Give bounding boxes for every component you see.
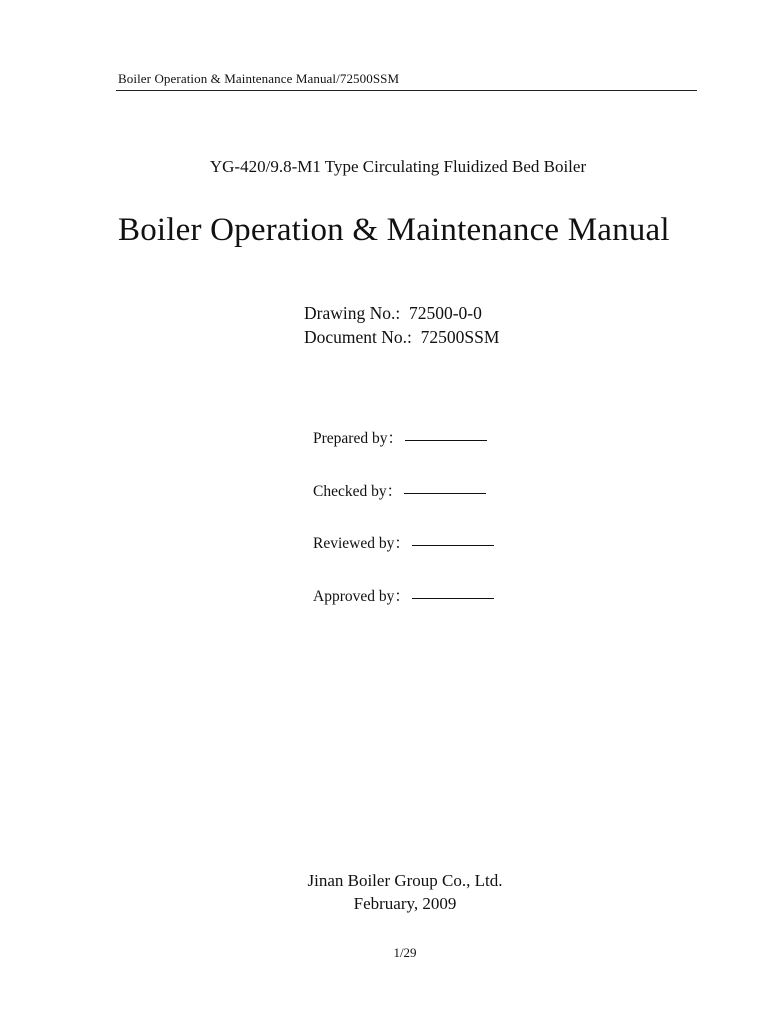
approved-by-signature-line: [412, 584, 494, 599]
checked-by-signature-line: [404, 479, 486, 494]
company-name: Jinan Boiler Group Co., Ltd.: [307, 871, 503, 890]
reviewed-by-signature-line: [412, 531, 494, 546]
header-rule: [116, 90, 697, 91]
signature-block: [313, 426, 494, 636]
publisher-block: [0, 870, 768, 915]
approved-by-label: Approved by：: [313, 587, 410, 605]
checked-by-row: [313, 479, 494, 532]
drawing-number: Drawing No.: 72500-0-0: [304, 303, 482, 323]
prepared-by-signature-line: [405, 426, 487, 441]
publication-date: February, 2009: [353, 893, 457, 913]
document-number: Document No.: 72500SSM: [304, 327, 500, 347]
prepared-by-row: [313, 426, 494, 479]
manual-title: Boiler Operation & Maintenance Manual: [118, 212, 670, 248]
checked-by-label: Checked by：: [313, 482, 403, 500]
page-number: 1/29: [393, 945, 417, 960]
prepared-by-label: Prepared by：: [313, 430, 403, 447]
approved-by-row: [313, 584, 494, 637]
reviewed-by-row: [313, 531, 494, 584]
boiler-type-subtitle: YG-420/9.8-M1 Type Circulating Fluidized Bed Boiler: [209, 157, 587, 176]
running-header: Boiler Operation & Maintenance Manual/72500SSM: [118, 71, 400, 86]
document-info-block: [304, 301, 499, 349]
reviewed-by-label: Reviewed by：: [313, 535, 410, 552]
